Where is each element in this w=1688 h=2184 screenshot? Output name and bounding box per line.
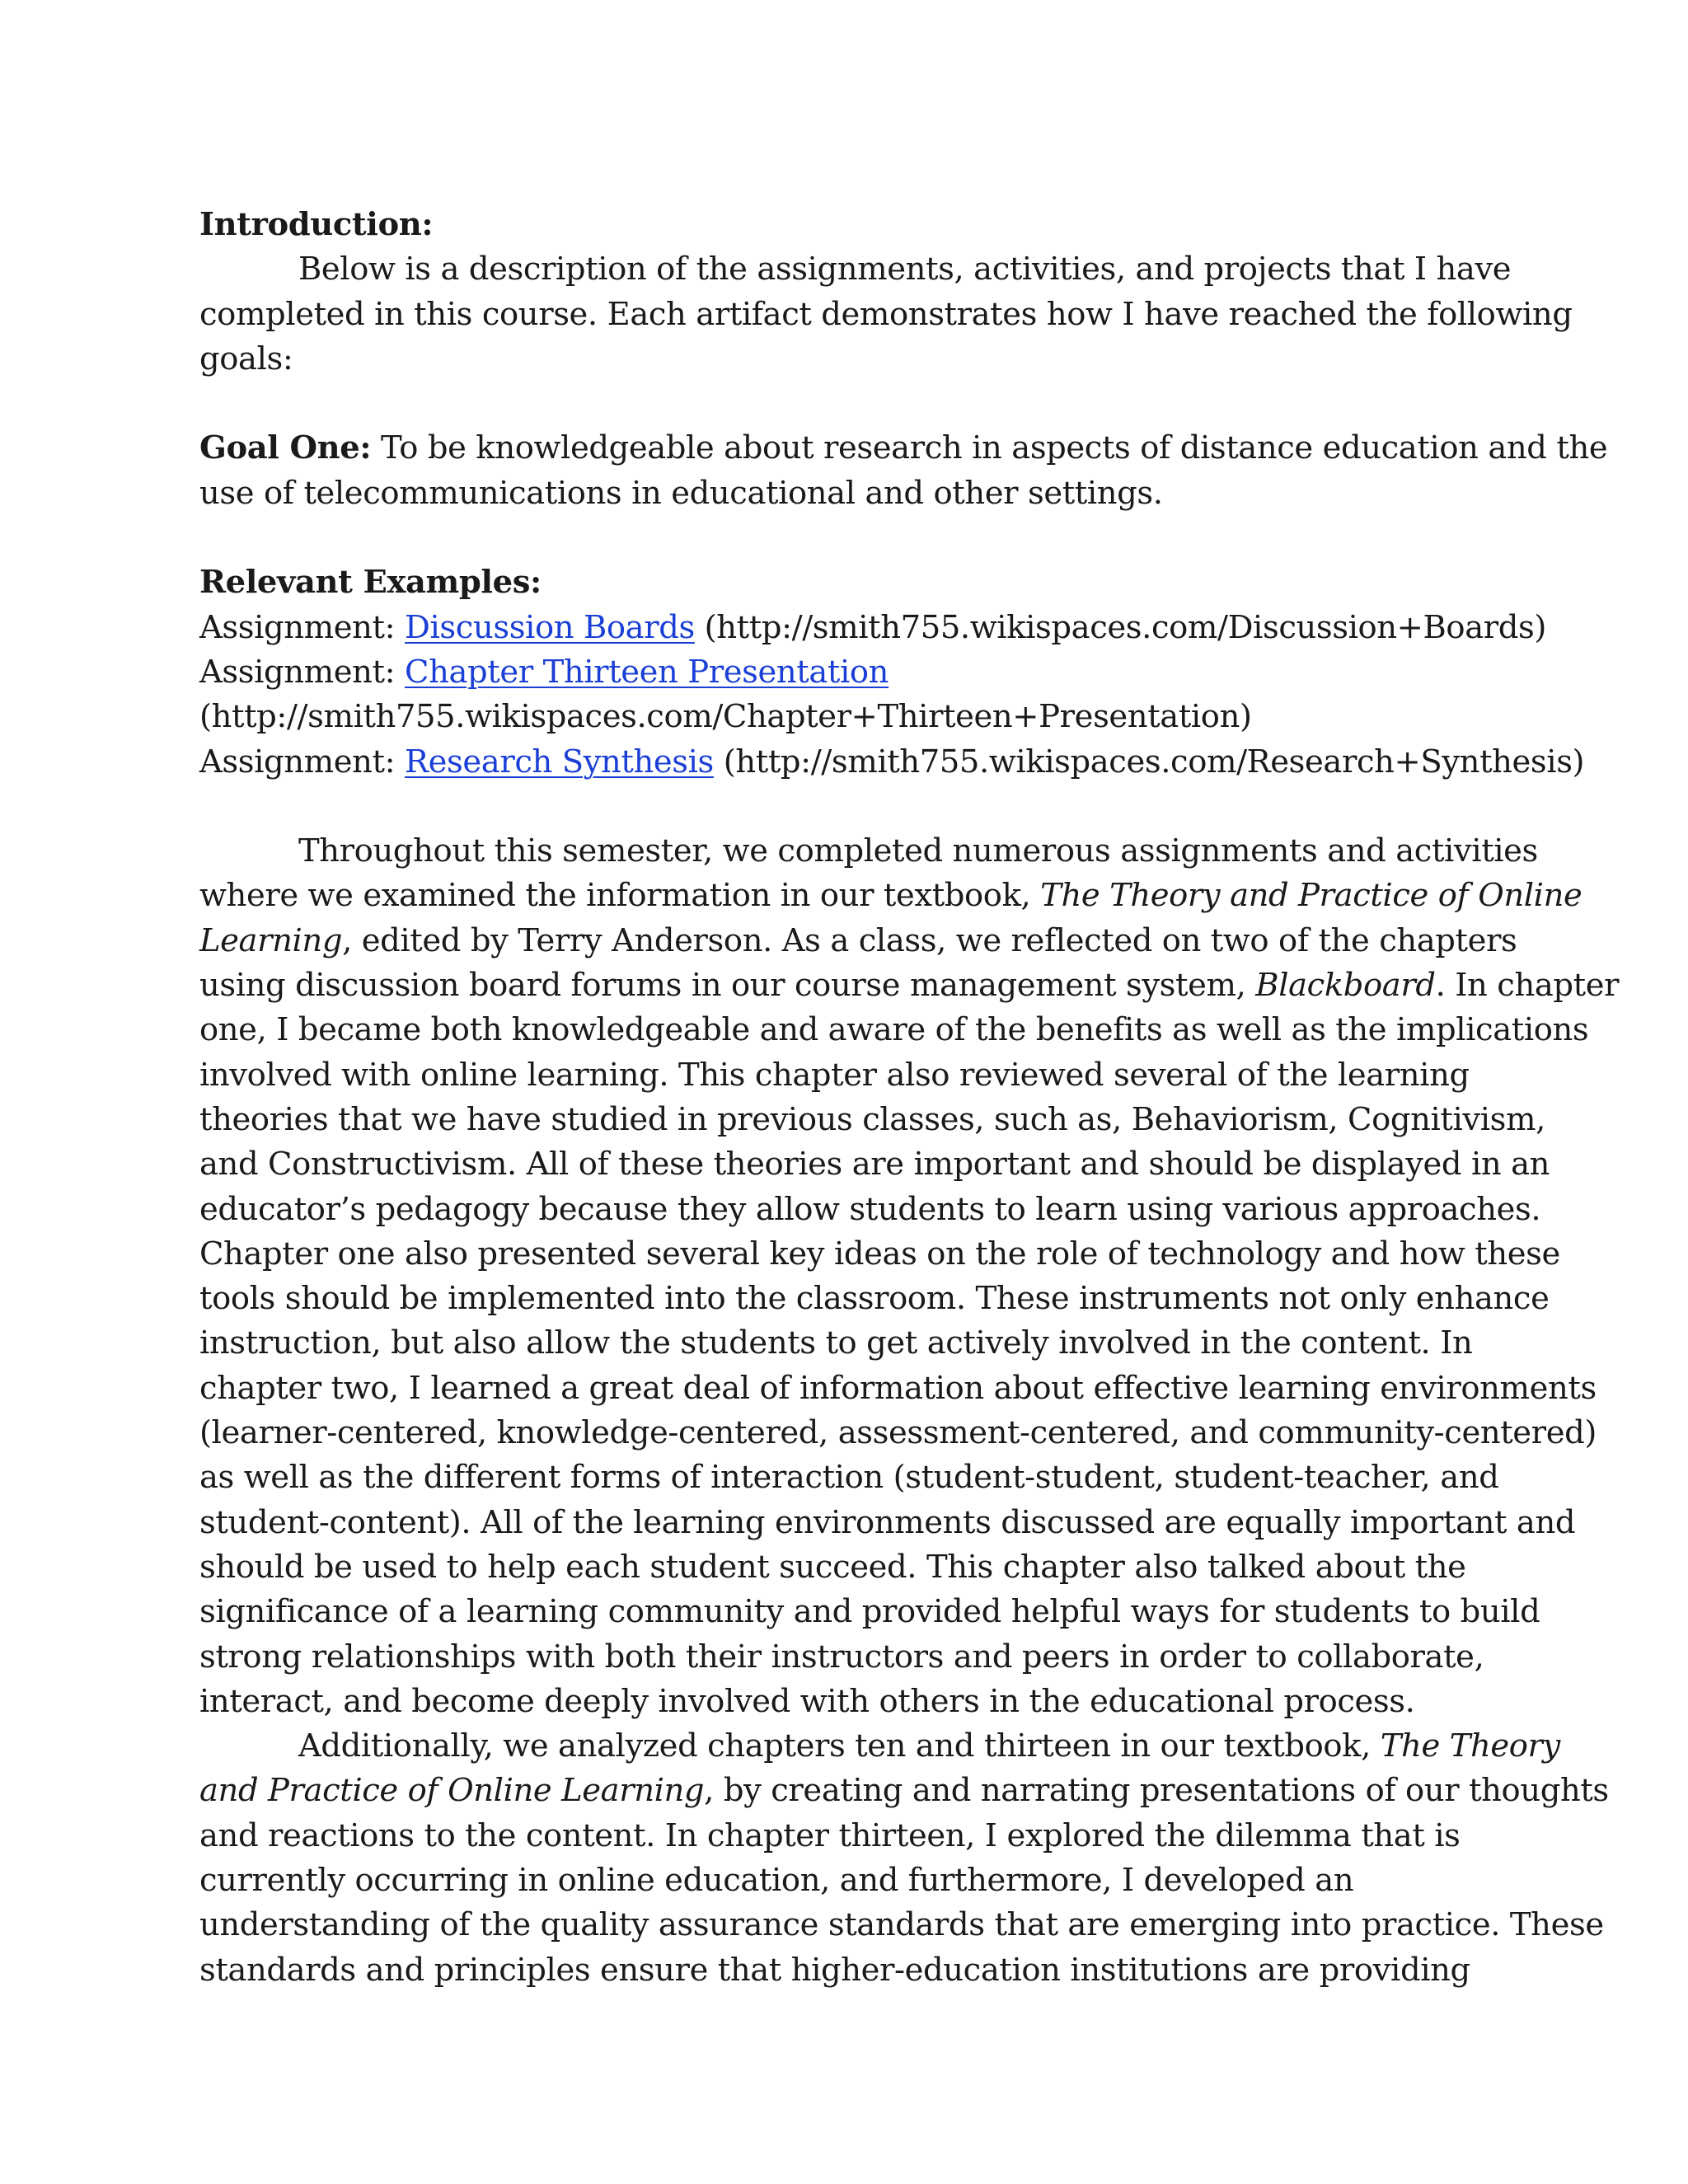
body-line: Chapter one also presented several key ideas on the role of technology and how these — [199, 1235, 1560, 1272]
example-url-line: (http://smith755.wikispaces.com/Chapter+Thirteen+Presentation) — [199, 698, 1252, 736]
body-text: using discussion board forums in our course management system, — [199, 967, 1256, 1005]
blackboard-name: Blackboard — [1255, 967, 1436, 1005]
body-line: and reactions to the content. In chapter thirteen, I explored the dilemma that is — [199, 1816, 1461, 1854]
body-line: chapter two, I learned a great deal of information about effective learning environments — [199, 1369, 1597, 1407]
example-url: (http://smith755.wikispaces.com/Research+Synthesis) — [713, 743, 1585, 780]
body-line — [199, 874, 1582, 918]
example-url: (http://smith755.wikispaces.com/Discussion+Boards) — [694, 608, 1546, 646]
body-line: theories that we have studied in previous classes, such as, Behaviorism, Cognitivism, — [199, 1100, 1545, 1138]
spacer — [199, 785, 1518, 829]
body-line: and Constructivism. All of these theories are important and should be displayed in an — [199, 1146, 1550, 1183]
book-title: The Theory and Practice of Online — [1040, 877, 1582, 915]
book-title: Learning — [199, 921, 343, 959]
body-text: , edited by Terry Anderson. As a class, we reflected on two of the chapters — [342, 921, 1517, 959]
body-line — [199, 1769, 1609, 1813]
goal-one-text: To be knowledgeable about research in aspects of distance education and the — [371, 429, 1608, 467]
research-synthesis-link[interactable]: Research Synthesis — [405, 743, 714, 780]
body-line: should be used to help each student succeed. This chapter also talked about the — [199, 1548, 1466, 1586]
body-line: strong relationships with both their instructors and peers in order to collaborate, — [199, 1638, 1484, 1675]
body-line — [199, 1724, 1560, 1769]
body-line: one, I became both knowledgeable and aware of the benefits as well as the implications — [199, 1011, 1589, 1049]
body-line — [199, 919, 1518, 963]
intro-heading-line — [199, 203, 1518, 247]
document-page — [199, 203, 1620, 1993]
goal-one-line — [199, 426, 1608, 471]
example-prefix: Assignment: — [199, 743, 406, 780]
body-line: student-content). All of the learning environments discussed are equally important and — [199, 1503, 1576, 1541]
chapter-thirteen-presentation-link[interactable]: Chapter Thirteen Presentation — [405, 653, 889, 691]
body-line: interact, and become deeply involved with others in the educational process. — [199, 1682, 1415, 1720]
example-item-discussion-boards — [199, 606, 1546, 650]
intro-heading: Introduction: — [199, 206, 434, 243]
body-line: significance of a learning community and provided helpful ways for students to build — [199, 1593, 1540, 1631]
body-line: instruction, but also allow the students to get actively involved in the content. In — [199, 1324, 1473, 1362]
body-line: tools should be implemented into the classroom. These instruments not only enhance — [199, 1280, 1550, 1318]
body-line: currently occurring in online education, and furthermore, I developed an — [199, 1861, 1354, 1899]
discussion-boards-link[interactable]: Discussion Boards — [405, 608, 695, 646]
goal-one-label: Goal One: — [199, 429, 372, 467]
body-line: (learner-centered, knowledge-centered, assessment-centered, and community-centered) — [199, 1414, 1597, 1452]
body-line: as well as the different forms of interaction (student-student, student-teacher, and — [199, 1459, 1499, 1497]
body-text: where we examined the information in our textbook, — [199, 877, 1041, 915]
goal-one-line: use of telecommunications in educational and other settings. — [199, 474, 1163, 512]
body-line: standards and principles ensure that higher-education institutions are providing — [199, 1951, 1470, 1989]
body-text: , by creating and narrating presentations of our thoughts — [704, 1772, 1609, 1810]
body-line: educator’s pedagogy because they allow students to learn using various approaches. — [199, 1190, 1541, 1228]
book-title: and Practice of Online Learning — [199, 1772, 705, 1810]
examples-heading: Relevant Examples: — [199, 564, 542, 602]
body-line: involved with online learning. This chapter also reviewed several of the learning — [199, 1056, 1470, 1094]
body-line — [199, 963, 1620, 1008]
intro-line: Below is a description of the assignments, activities, and projects that I have — [298, 251, 1512, 288]
example-prefix: Assignment: — [199, 608, 406, 646]
examples-heading-line — [199, 560, 1518, 605]
body-line: understanding of the quality assurance standards that are emerging into practice. These — [199, 1906, 1604, 1944]
body-line: Throughout this semester, we completed numerous assignments and activities — [298, 832, 1538, 870]
book-title: The Theory — [1380, 1727, 1560, 1765]
example-prefix: Assignment: — [199, 653, 406, 691]
intro-line: goals: — [199, 340, 293, 377]
example-item-chapter-thirteen — [199, 650, 1518, 695]
spacer — [199, 382, 1518, 426]
body-text: . In chapter — [1435, 967, 1620, 1005]
body-text: Additionally, we analyzed chapters ten and thirteen in our textbook, — [298, 1727, 1381, 1765]
intro-line: completed in this course. Each artifact demonstrates how I have reached the following — [199, 295, 1573, 333]
spacer — [199, 516, 1518, 560]
example-item-research-synthesis — [199, 740, 1585, 785]
